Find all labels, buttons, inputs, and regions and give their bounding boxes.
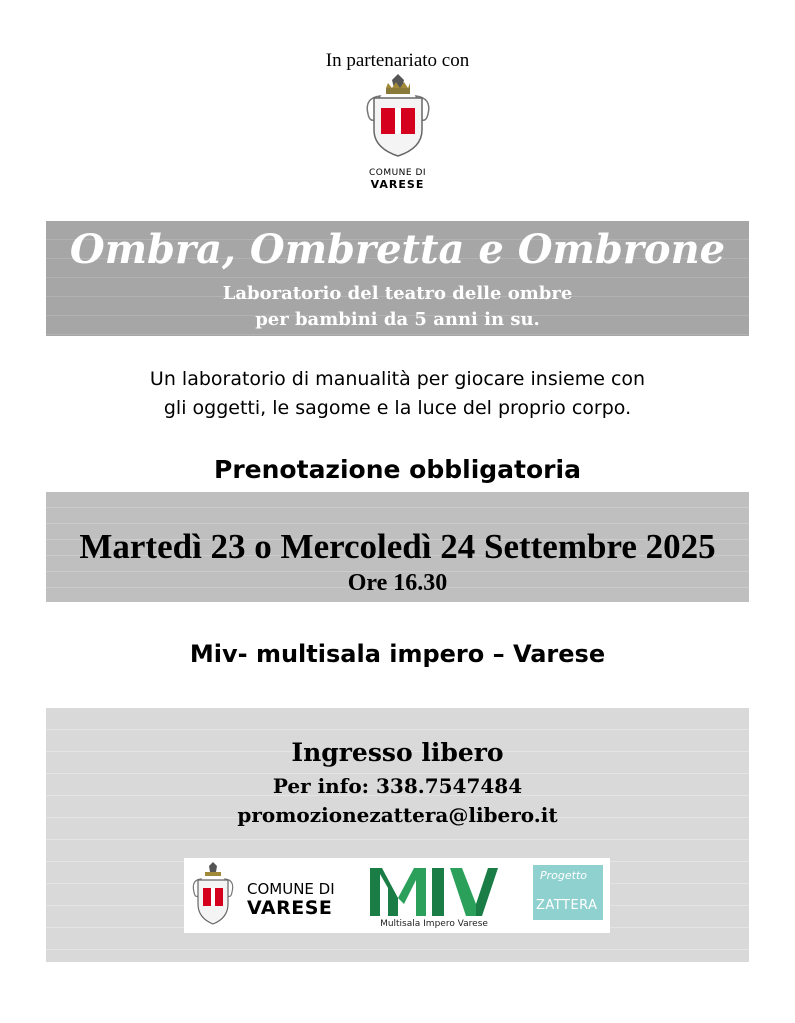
description-line2: gli oggetti, le sagome e la luce del proprio corpo. <box>163 397 632 419</box>
booking-required: Prenotazione obbligatoria <box>214 455 581 484</box>
zattera-logo-line2: ZATTERA <box>536 898 598 913</box>
comune-varese-crest-icon <box>362 74 434 162</box>
comune-logo-line1: COMUNE DI <box>247 880 335 898</box>
zattera-logo-line1: Progetto <box>540 869 587 882</box>
event-time: Ore 16.30 <box>347 570 448 596</box>
event-subtitle-line1: Laboratorio del teatro delle ombre <box>222 283 573 304</box>
partner-text: In partenariato con <box>325 50 470 71</box>
crest-caption-line1: COMUNE DI <box>368 168 427 178</box>
event-date: Martedì 23 o Mercoledì 24 Settembre 2025 <box>79 527 716 566</box>
entry-info: Ingresso libero <box>291 738 504 767</box>
contact-phone: Per info: 338.7547484 <box>272 774 523 798</box>
crest-caption-line2: VARESE <box>370 178 425 191</box>
event-venue: Miv- multisala impero – Varese <box>189 640 606 668</box>
description-line1: Un laboratorio di manualità per giocare insieme con <box>149 368 646 390</box>
miv-logo-caption: Multisala Impero Varese <box>380 919 488 929</box>
comune-varese-crest-icon <box>190 862 236 930</box>
event-title: Ombra, Ombretta e Ombrone <box>69 226 726 273</box>
miv-logo-icon <box>368 864 500 918</box>
event-subtitle-line2: per bambini da 5 anni in su. <box>255 309 540 330</box>
contact-email: promozionezattera@libero.it <box>237 803 558 827</box>
comune-logo-line2: VARESE <box>247 897 333 919</box>
